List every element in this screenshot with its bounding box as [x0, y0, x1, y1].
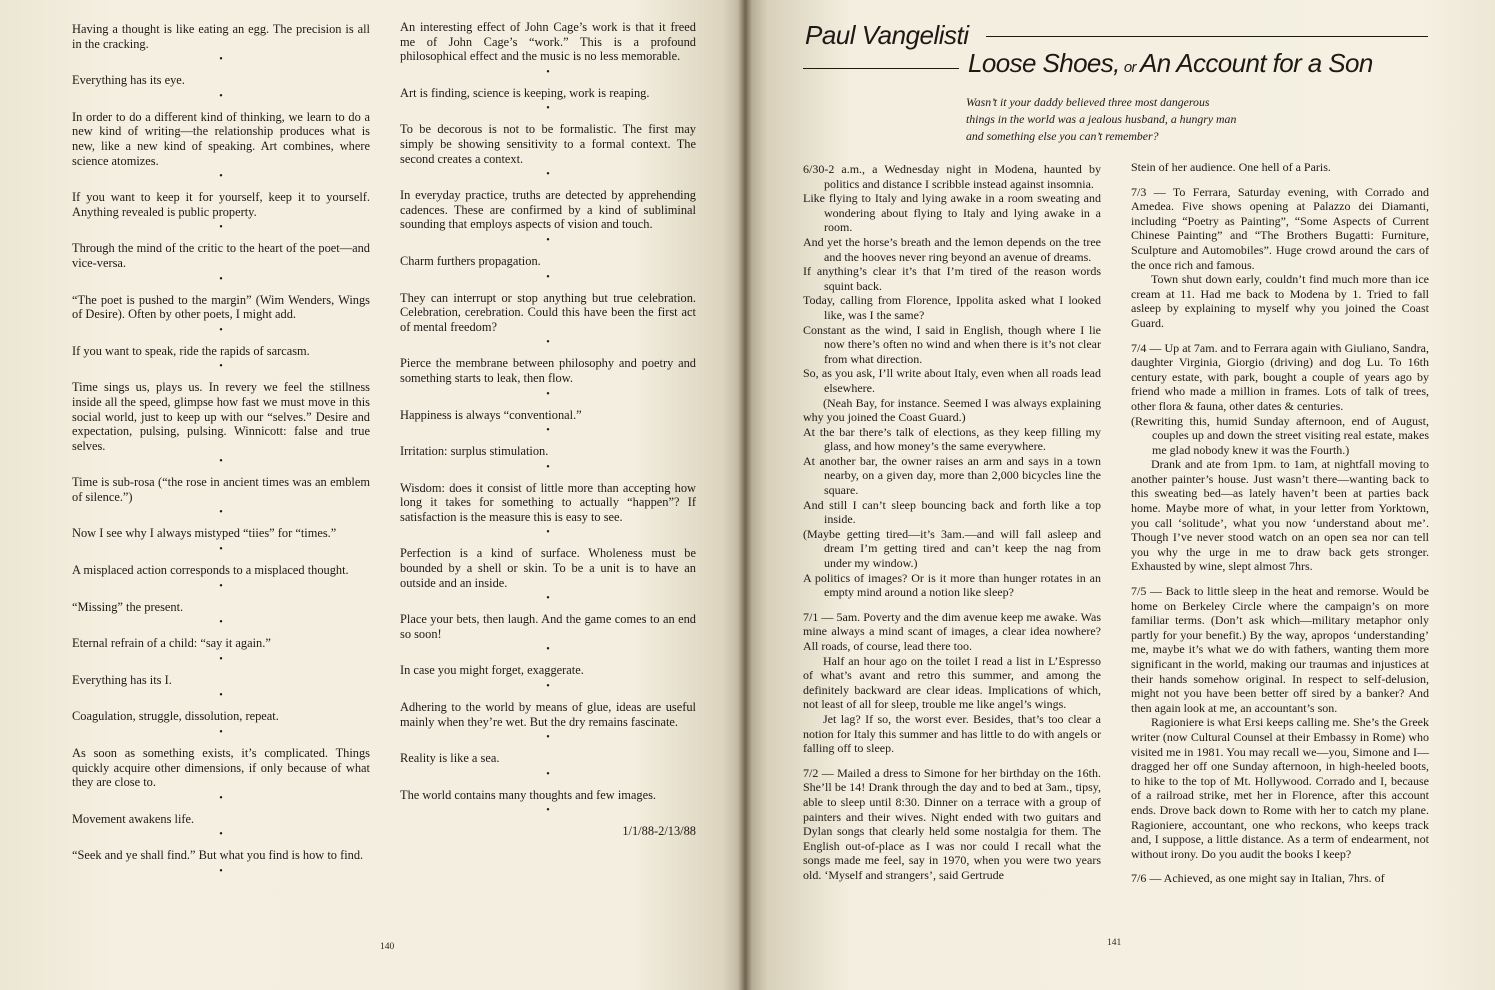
journal-paragraph: If anything’s clear it’s that I’m tired of the reason words squint back.: [803, 264, 1101, 293]
journal-paragraph: And still I can’t sleep bouncing back and forth like a top inside.: [803, 497, 1101, 527]
aphorism: They can interrupt or stop anything but true celebration. Celebration, cerebration. Could this have been the first act of mental freedom?: [400, 290, 696, 334]
journal-paragraph: Like flying to Italy and lying awake in a room sweating and wondering about flying to Italy and lying awake in a room.: [803, 191, 1101, 235]
left-page: [0, 0, 745, 990]
bullet-separator: •: [546, 169, 550, 181]
bullet-separator: •: [219, 361, 223, 373]
journal-paragraph: At the bar there’s talk of elections, as they keep filling my glass, and how money’s the same everywhere.: [803, 424, 1101, 454]
page-number-140: 140: [380, 942, 395, 952]
aphorism: If you want to speak, ride the rapids of sarcasm.: [72, 343, 310, 358]
aphorism: “Missing” the present.: [72, 599, 184, 614]
aphorism: In everyday practice, truths are detected by apprehending cadences. These are confirmed by a kind of subliminal sounding that employs aspects of vision and touch.: [400, 188, 696, 232]
journal-paragraph: (Neah Bay, for instance. Seemed I was always explaining why you joined the Coast Guard.): [803, 395, 1101, 425]
header-rule-bottom: [803, 68, 959, 69]
bullet-separator: •: [219, 324, 223, 336]
title-sub: An Account for a Son: [1139, 48, 1373, 78]
aphorism: In case you might forget, exaggerate.: [400, 663, 584, 678]
journal-paragraph: Ragioniere is what Ersi keeps calling me. She’s the Greek writer (now Cultural Counsel at their Embassy in Rome) who visited me in 1981. You may recall we—you, Simone and I—dragged her off one Sunday afternoon, in high-heeled boots, to hike to the top of Mt. Hollywood. Corrado and I, because of a railroad strike, met her in Florence, after this account ends. Drove back down to Rome with her to catch my plane. Ragioniere, accountant, one who reckons, who keeps track and, I suppose, a little distance. As a term of endearment, not without irony. Do you audit the books I keep?: [1131, 715, 1429, 861]
aphorism: Happiness is always “conventional.”: [400, 407, 582, 422]
aphorism: “The poet is pushed to the margin” (Wim Wenders, Wings of Desire). Often by other poets, I might add.: [72, 292, 370, 322]
bullet-separator: •: [219, 90, 223, 102]
aphorism: Wisdom: does it consist of little more than accepting how long it takes for something to actually “happen”? If satisfaction is the measure this is easy to see.: [400, 480, 696, 524]
epigraph-line: things in the world was a jealous husband, a hungry man: [966, 112, 1237, 126]
aphorism: Pierce the membrane between philosophy and poetry and something starts to leak, then flow.: [400, 356, 696, 385]
aphorism: Movement awakens life.: [72, 811, 195, 826]
bullet-separator: •: [219, 792, 223, 804]
journal-paragraph: Town shut down early, couldn’t find much more than ice cream at 11. Had me back to Modena by 1. Tried to fall asleep by explaining to myself why you joined the Coast Guard.: [1131, 272, 1429, 330]
journal-paragraph: And yet the horse’s breath and the lemon depends on the tree and the hooves never ring beyond an avenue of dreams.: [803, 234, 1101, 264]
aphorism: An interesting effect of John Cage’s work is that it freed me of John Cage’s “work.” This is a profound philosophical effect and the music is no less memorable.: [400, 20, 696, 64]
aphorism: Place your bets, then laugh. And the game comes to an end so soon!: [400, 612, 696, 641]
journal-paragraph: 7/3 — To Ferrara, Saturday evening, with Corrado and Amedea. Five shows opening at Palazzo dei Diamanti, including “Poetry as Painting”, “Some Aspects of Current Chinese Painting” and “The Brothers Bugatti: Furniture, Sculpture and Automobiles”. Huge crowd around the cars of the once rich and famous.: [1131, 184, 1429, 272]
bullet-separator: •: [546, 337, 550, 349]
journal-paragraph: 7/4 — Up at 7am. and to Ferrara again with Giuliano, Sandra, daughter Virginia, Giorgio (driving) and dog Lu. To 16th century estate, with park, bought a couple of years ago by friend who made a million in frames. Lots of talk of trees, other flora & fauna, other dates & centuries.: [1131, 340, 1429, 413]
aphorism: Having a thought is like eating an egg. The precision is all in the cracking.: [72, 22, 370, 51]
header-rule-top: [986, 36, 1428, 37]
author-name: Paul Vangelisti: [805, 20, 969, 50]
right-column-1: [803, 162, 1101, 883]
bullet-separator: •: [219, 580, 223, 592]
journal-paragraph: 6/30-2 a.m., a Wednesday night in Modena, haunted by politics and distance I scribble instead against insomnia.: [803, 162, 1101, 191]
aphorism: Charm furthers propagation.: [400, 253, 541, 268]
date-range: 1/1/88-2/13/88: [622, 824, 696, 839]
journal-paragraph: Constant as the wind, I said in English, though where I lie now there’s often no wind and when there is it’s not clear from what direction.: [803, 322, 1101, 366]
bullet-separator: •: [546, 527, 550, 539]
bullet-separator: •: [219, 653, 223, 665]
left-column-1: [72, 22, 370, 885]
journal-paragraph: Stein of her audience. One hell of a Paris.: [1131, 160, 1331, 174]
epigraph-line: and something else you can’t remember?: [966, 129, 1159, 143]
aphorism: Adhering to the world by means of glue, ideas are useful mainly when they’re wet. But the dry remains fascinate.: [400, 700, 696, 729]
aphorism: As soon as something exists, it’s complicated. Things quickly acquire other dimensions, if only because of what they are close to.: [72, 746, 370, 790]
bullet-separator: •: [546, 644, 550, 656]
aphorism: Everything has its eye.: [72, 73, 185, 88]
aphorism: “Seek and ye shall find.” But what you find is how to find.: [72, 848, 364, 863]
bullet-separator: •: [219, 829, 223, 841]
bullet-separator: •: [219, 456, 223, 468]
journal-paragraph: A politics of images? Or is it more than hunger rotates in an empty mind around a notion like sleep?: [803, 570, 1101, 600]
journal-paragraph: 7/6 — Achieved, as one might say in Italian, 7hrs. of: [1131, 871, 1385, 886]
aphorism: In order to do a different kind of thinking, we learn to do a new kind of writing—the relationship produces what is new, like a new kind of speaking. Art combines, where science atomizes.: [72, 109, 370, 168]
title-main: Loose Shoes,: [968, 48, 1120, 78]
bullet-separator: •: [546, 768, 550, 780]
aphorism: Irritation: surplus stimulation.: [400, 444, 549, 459]
bullet-separator: •: [219, 273, 223, 285]
bullet-separator: •: [219, 54, 223, 66]
bullet-separator: •: [219, 690, 223, 702]
aphorism: Perfection is a kind of surface. Wholeness must be bounded by a shell or skin. To be a unit is to have an outside and an inside.: [400, 546, 696, 590]
journal-paragraph: Half an hour ago on the toilet I read a list in L’Espresso of what’s avant and retro this summer, and among the definitely backward are clear ideas. Implications of which, not least of all for sleep, trouble me like angel’s wings.: [803, 653, 1101, 712]
journal-paragraph: 7/5 — Back to little sleep in the heat and remorse. Would be home on Berkeley Circle where the campaign’s on more familiar terms. (Don’t ask which—military metaphor only partly for your benefit.) By the way, apropos ‘understanding’ me, maybe it’s what we do with fathers, wanting them more significant in the world, making our traumas and injustices at their hands somehow original. In respect to self-delusion, might not you have been better off sired by a banker? And then again look at me, an accountant’s son.: [1131, 584, 1429, 715]
bullet-separator: •: [219, 727, 223, 739]
journal-paragraph: Today, calling from Florence, Ippolita asked what I looked like, was I the same?: [803, 293, 1101, 322]
book-gutter: [738, 0, 752, 990]
bullet-separator: •: [546, 425, 550, 437]
journal-paragraph: Drank and ate from 1pm. to 1am, at nightfall moving to another painter’s house. Just wasn’t there—wanting back to this sweating bed—as lately haven’t been at parties back home. Maybe more of what, in your letter from Yorktown, you call ‘solitude’, what you now ‘understand about me’. Though I’ve never stood watch on an open sea nor can tell you why the urge in me to draw back gets stronger. Exhausted by wine, slept almost 7hrs.: [1131, 457, 1429, 574]
aphorism: Eternal refrain of a child: “say it again.”: [72, 636, 271, 651]
journal-paragraph: 7/1 — 5am. Poverty and the dim avenue keep me awake. Was mine always a mind scant of images, a clear idea nowhere? All roads, of course, lead there too.: [803, 609, 1101, 653]
bullet-separator: •: [546, 388, 550, 400]
article-title: [968, 48, 1373, 79]
bullet-separator: •: [546, 732, 550, 744]
bullet-separator: •: [546, 234, 550, 246]
aphorism: Time sings us, plays us. In revery we feel the stillness inside all the speed, glimpse how fast we must move in this social world, just to keep up with our “selves.” Desire and expectation, pulsing, pulsing. Winnicott: false and true selves.: [72, 380, 370, 453]
bullet-separator: •: [546, 271, 550, 283]
bullet-separator: •: [546, 805, 550, 817]
page-number-141: 141: [1107, 938, 1122, 948]
bullet-separator: •: [546, 681, 550, 693]
journal-paragraph: (Maybe getting tired—it’s 3am.—and will fall asleep and dream I’m getting tired and can’t keep the nag from under my window.): [803, 526, 1101, 571]
journal-paragraph: 7/2 — Mailed a dress to Simone for her birthday on the 16th. She’ll be 14! Drank through the day and to bed at 3am., tipsy, able to sleep until 8:30. Dinner on a terrace with a group of painters and their wives. Night ended with two guitars and Dylan songs that clearly held some nostalgia for them. The English out-of-place as I was nor could I recall what the songs made me feel, say in 1970, when you were two years old. ‘Myself and strangers’, said Gertrude: [803, 765, 1101, 882]
journal-paragraph: Jet lag? If so, the worst ever. Besides, that’s too clear a notion for Italy this summer and has little to do with angels or falling off to sleep.: [803, 711, 1101, 756]
aphorism: If you want to keep it for yourself, keep it to yourself. Anything revealed is public property.: [72, 190, 370, 219]
aphorism: Art is finding, science is keeping, work is reaping.: [400, 85, 650, 100]
aphorism: Through the mind of the critic to the heart of the poet—and vice-versa.: [72, 241, 370, 270]
bullet-separator: •: [546, 461, 550, 473]
bullet-separator: •: [546, 103, 550, 115]
aphorism: To be decorous is not to be formalistic. The first may simply be showing sensitivity to a formal context. The second creates a context.: [400, 122, 696, 166]
epigraph: [966, 94, 1346, 145]
title-or: or: [1123, 59, 1136, 76]
bullet-separator: •: [219, 222, 223, 234]
left-column-2: [400, 20, 696, 839]
journal-paragraph: At another bar, the owner raises an arm and says in a town nearby, on a given day, more than 2,000 bicycles line the square.: [803, 453, 1101, 498]
aphorism: The world contains many thoughts and few images.: [400, 787, 657, 802]
bullet-separator: •: [546, 66, 550, 78]
bullet-separator: •: [219, 507, 223, 519]
aphorism: Time is sub-rosa (“the rose in ancient times was an emblem of silence.”): [72, 475, 370, 504]
right-column-2: [1131, 160, 1429, 886]
epigraph-line: Wasn’t it your daddy believed three most dangerous: [966, 95, 1210, 109]
aphorism: Coagulation, struggle, dissolution, repeat.: [72, 709, 279, 724]
bullet-separator: •: [219, 617, 223, 629]
bullet-separator: •: [219, 544, 223, 556]
journal-paragraph: So, as you ask, I’ll write about Italy, even when all roads lead elsewhere.: [803, 366, 1101, 395]
bullet-separator: •: [219, 866, 223, 877]
bullet-separator: •: [546, 593, 550, 605]
aphorism: Reality is like a sea.: [400, 751, 500, 766]
aphorism: A misplaced action corresponds to a misplaced thought.: [72, 563, 349, 578]
journal-paragraph: (Rewriting this, humid Sunday afternoon, end of August, couples up and down the street visiting real estate, makes me glad nobody knew it was the Fourth.): [1131, 413, 1429, 457]
bullet-separator: •: [219, 171, 223, 183]
aphorism: Everything has its I.: [72, 672, 172, 687]
aphorism: Now I see why I always mistyped “tiies” for “times.”: [72, 526, 337, 541]
